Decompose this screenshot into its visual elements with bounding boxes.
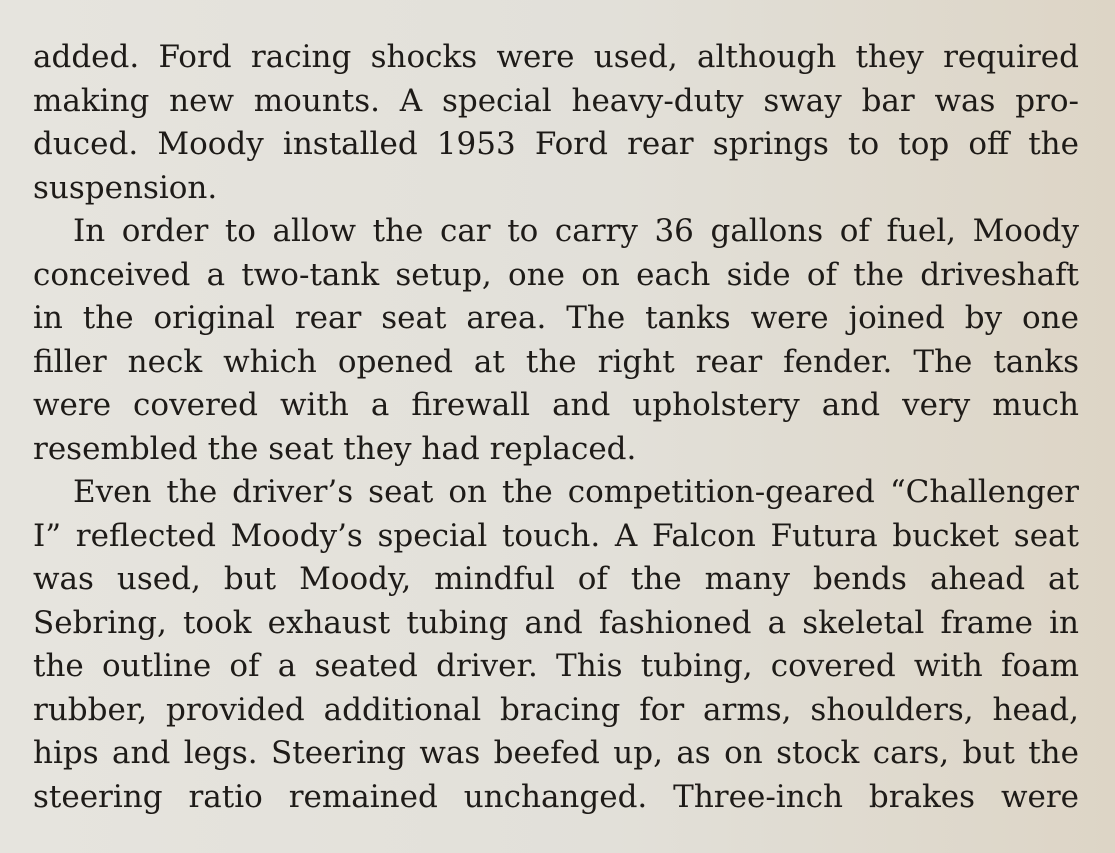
paragraph-2-line-6: resembled the seat they had replaced. (33, 430, 637, 467)
paragraph-2-line-3: in the original rear seat area. The tanks were joined by one (33, 300, 1079, 336)
paragraph-2-line-1: In order to allow the car to carry 36 gallons of fuel, Moody (73, 213, 1079, 249)
paragraph-1-line-1: added. Ford racing shocks were used, although they required (33, 39, 1079, 75)
paragraph-1-line-2: making new mounts. A special heavy-duty sway bar was pro- (33, 82, 1079, 119)
paragraph-1-line-4: suspension. (33, 169, 218, 206)
paragraph-3-line-8: steering ratio remained unchanged. Three-inch brakes were (33, 778, 1079, 815)
paragraph-1-line-3: duced. Moody installed 1953 Ford rear springs to top off the (33, 126, 1079, 162)
paragraph-3-line-2: I” reflected Moody’s special touch. A Falcon Futura bucket seat (33, 517, 1079, 554)
paragraph-3-line-5: the outline of a seated driver. This tubing, covered with foam (33, 648, 1079, 684)
paragraph-3-line-3: was used, but Moody, mindful of the many bends ahead at (33, 561, 1079, 597)
paragraph-3-line-7: hips and legs. Steering was beefed up, as on stock cars, but the (33, 735, 1079, 771)
paragraph-2-line-5: were covered with a firewall and upholstery and very much (33, 387, 1079, 423)
paragraph-2-line-4: filler neck which opened at the right rear fender. The tanks (33, 343, 1079, 380)
paragraph-3-line-6: rubber, provided additional bracing for arms, shoulders, head, (33, 691, 1079, 728)
paragraph-3-line-1: Even the driver’s seat on the competition-geared “Challenger (73, 474, 1079, 510)
article-body (33, 36, 1079, 819)
paragraph-2-line-2: conceived a two-tank setup, one on each side of the driveshaft (33, 256, 1079, 293)
paragraph-3-line-4: Sebring, took exhaust tubing and fashioned a skeletal frame in (33, 604, 1079, 641)
